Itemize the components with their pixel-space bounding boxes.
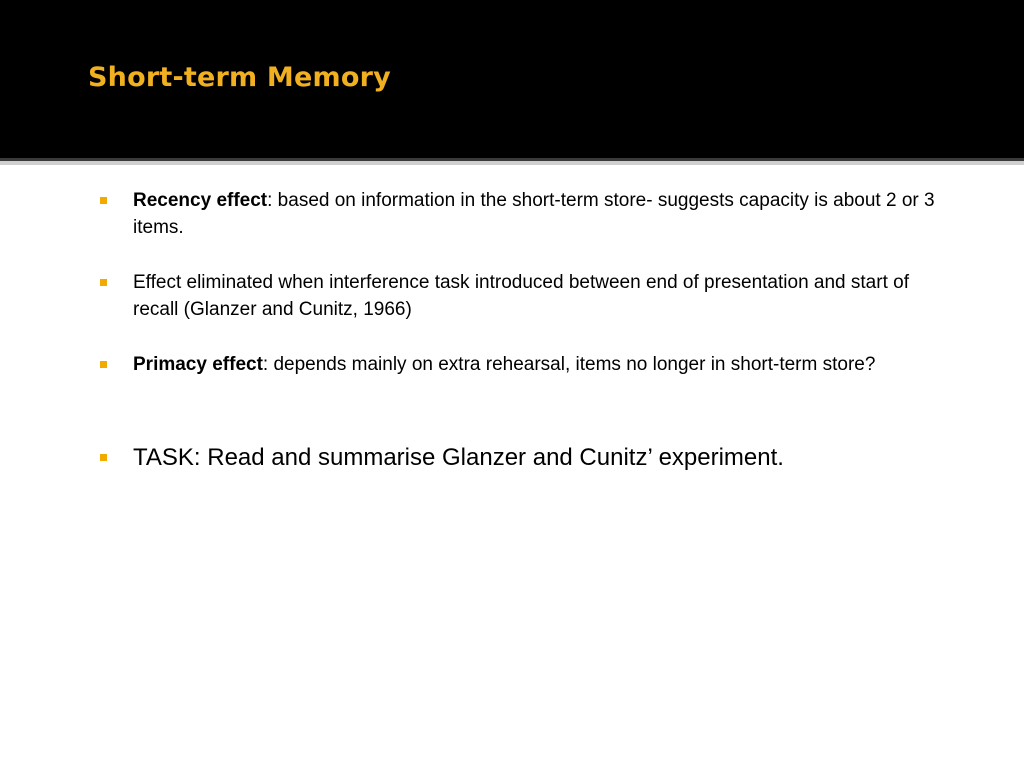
bullet-square-icon (100, 454, 107, 461)
bullet-square-icon (100, 279, 107, 286)
slide-title: Short-term Memory (88, 62, 391, 93)
bullet-description: : based on information in the short-term store- suggests capacity is about 2 or 3 items. (133, 190, 935, 238)
bullet-text (133, 443, 958, 473)
bullet-term: Primacy effect (133, 354, 263, 375)
bullet-square-icon (100, 361, 107, 368)
bullet-description: TASK: Read and summarise Glanzer and Cunitz’ experiment. (133, 444, 784, 471)
bullet-square-icon (100, 197, 107, 204)
bullet-text (133, 269, 958, 323)
bullet-text (133, 351, 958, 378)
bullet-text (133, 187, 958, 241)
bullet-term: Recency effect (133, 190, 268, 211)
bullet-description: : depends mainly on extra rehearsal, items no longer in short-term store? (262, 354, 876, 375)
bullet-description: Effect eliminated when interference task introduced between end of presentation and start of recall (Glanzer and Cunitz, 1966) (133, 272, 909, 320)
